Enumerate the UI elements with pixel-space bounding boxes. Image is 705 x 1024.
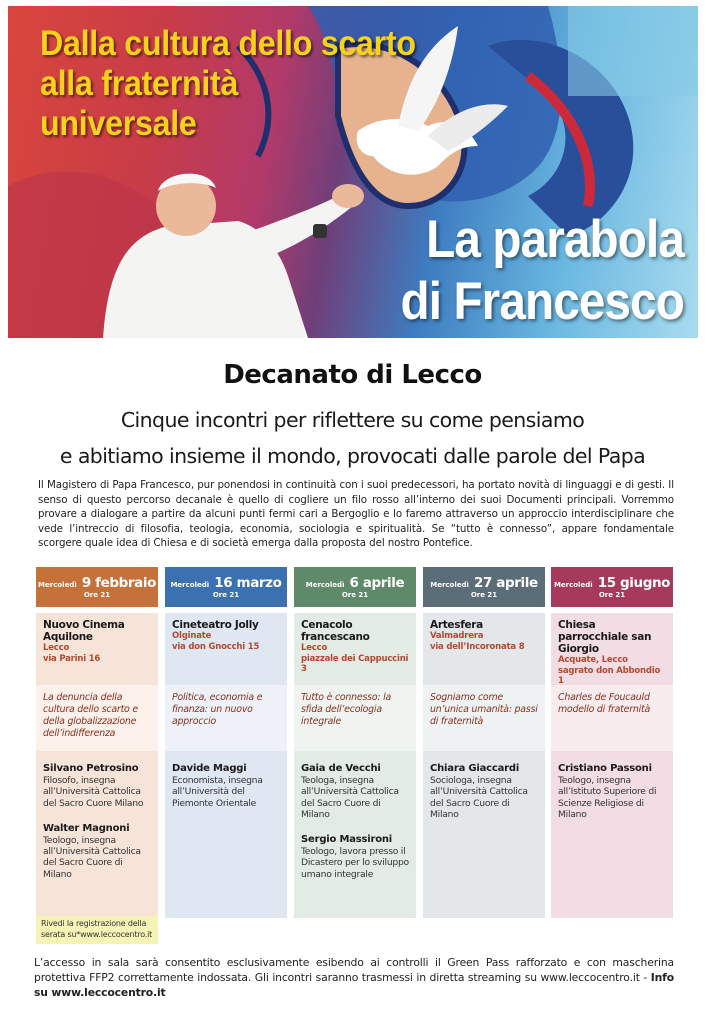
tagline-line: Cinque incontri per riflettere su come pensiamo bbox=[120, 408, 585, 432]
venue-address: piazzale dei Cappuccini 3 bbox=[301, 653, 409, 674]
footer-notice bbox=[34, 955, 674, 1000]
event-hour: Ore 21 bbox=[470, 591, 498, 599]
venue-city: Olginate bbox=[172, 631, 212, 641]
hero-title-line: universale bbox=[40, 104, 197, 143]
event-date: 16 marzo bbox=[214, 575, 282, 591]
event-venue bbox=[36, 613, 158, 685]
event-hour: Ore 21 bbox=[341, 591, 369, 599]
event-date-header bbox=[165, 567, 287, 607]
venue-city: Valmadrera bbox=[430, 631, 484, 641]
recording-note: Rivedi la registrazione della serata su*www.leccocentro.it bbox=[36, 916, 158, 944]
event-column bbox=[551, 567, 673, 918]
event-day-label: Mercoledì bbox=[38, 581, 77, 589]
event-topic: Politica, economia e finanza: un nuovo approccio bbox=[165, 685, 287, 751]
speaker-role: Sociologa, insegna all’Università Cattolica del Sacro Cuore di Milano bbox=[430, 775, 528, 820]
event-date-header bbox=[551, 567, 673, 607]
hero-title bbox=[40, 24, 518, 144]
event-hour: Ore 21 bbox=[212, 591, 240, 599]
hero-subtitle bbox=[401, 209, 684, 333]
speaker-role: Economista, insegna all’Università del Piemonte Orientale bbox=[172, 775, 263, 809]
event-column bbox=[423, 567, 545, 918]
speaker-role: Filosofo, insegna all’Università Cattolica del Sacro Cuore Milano bbox=[43, 775, 144, 809]
event-venue bbox=[551, 613, 673, 685]
event-date: 27 aprile bbox=[474, 575, 538, 591]
hero-title-line: Dalla cultura dello scarto bbox=[40, 24, 416, 63]
hero-subtitle-line: La parabola bbox=[426, 210, 684, 269]
event-day-label: Mercoledì bbox=[170, 581, 210, 589]
event-date: 6 aprile bbox=[349, 575, 405, 591]
event-venue bbox=[423, 613, 545, 685]
speaker-name: Silvano Petrosino bbox=[43, 763, 139, 774]
event-date-header bbox=[36, 567, 158, 607]
venue-name: Cineteatro Jolly bbox=[172, 619, 259, 631]
event-speakers bbox=[551, 751, 673, 918]
tagline bbox=[0, 402, 705, 474]
footer-text: L’accesso in sala sarà consentito esclusivamente esibendo ai controlli il Green Pass rafforzato e con mascherina protettiva FFP2 correttamente indossata. Gli incontri saranno trasmessi in diretta streaming su www.leccocentro.it - bbox=[34, 956, 674, 984]
event-date-header bbox=[294, 567, 416, 607]
event-day-label: Mercoledì bbox=[430, 581, 469, 589]
hero-subtitle-line: di Francesco bbox=[400, 272, 684, 331]
venue-city: Lecco bbox=[301, 643, 328, 653]
venue-address: via dell’Incoronata 8 bbox=[430, 641, 525, 652]
event-speakers bbox=[36, 751, 158, 918]
venue-name: Nuovo Cinema Aquilone bbox=[43, 619, 125, 643]
speaker-name: Gaia de Vecchi bbox=[301, 763, 381, 774]
speaker-role: Teologo, insegna all’Istituto Superiore di Scienze Religiose di Milano bbox=[558, 775, 657, 820]
event-hour: Ore 21 bbox=[598, 591, 626, 599]
speaker-role: Teologo, lavora presso il Dicastero per lo sviluppo umano integrale bbox=[301, 846, 409, 880]
event-date-header bbox=[423, 567, 545, 607]
event-column bbox=[294, 567, 416, 918]
page-heading: Decanato di Lecco bbox=[223, 360, 482, 390]
event-topic: Tutto è connesso: la sfida dell’ecologia integrale bbox=[294, 685, 416, 751]
venue-address: via Parini 16 bbox=[43, 653, 101, 664]
event-hour: Ore 21 bbox=[83, 591, 111, 599]
event-topic: Sogniamo come un’unica umanità: passi di fraternità bbox=[423, 685, 545, 751]
tagline-line: e abitiamo insieme il mondo, provocati dalle parole del Papa bbox=[59, 444, 646, 468]
footer-info-link[interactable]: Info su www.leccocentro.it bbox=[34, 971, 674, 999]
event-topic: La denuncia della cultura dello scarto e della globalizzazione dell’indifferenza bbox=[36, 685, 158, 751]
speaker-name: Cristiano Passoni bbox=[558, 763, 652, 774]
event-date: 15 giugno bbox=[597, 575, 671, 591]
speaker-name: Chiara Giaccardi bbox=[430, 763, 520, 774]
intro-paragraph: Il Magistero di Papa Francesco, pur ponendosi in continuità con i suoi predecessori, ha portato novità di linguaggi e di gesti. Il senso di questo percorso decanale è quello di cogliere un filo rosso all’interno dei suoi Documenti principali. Vorremmo provare a dialogare a partire da alcuni punti fermi cari a Bergoglio e lo faremo attraverso un approccio interdisciplinare che vede l’intreccio di filosofia, teologia, economia, sociologia e spiritualità. Se “tutto è connesso”, appare fondamentale scorgere quale idea di Chiesa e di società emerga dalla proposta del nostro Pontefice. bbox=[38, 479, 674, 550]
venue-city: Lecco bbox=[43, 643, 70, 653]
venue-name: Cenacolo francescano bbox=[301, 619, 370, 643]
speaker-role: Teologo, insegna all’Università Cattolica del Sacro Cuore di Milano bbox=[43, 834, 141, 880]
event-speakers bbox=[294, 751, 416, 918]
hero-title-line: alla fraternità bbox=[40, 64, 239, 103]
speaker-name: Walter Magnoni bbox=[43, 822, 130, 834]
event-speakers bbox=[165, 751, 287, 918]
venue-name: Chiesa parrocchiale san Giorgio bbox=[558, 619, 652, 655]
event-date: 9 febbraio bbox=[81, 575, 156, 591]
speaker-role: Teologa, insegna all’Università Cattolica del Sacro Cuore di Milano bbox=[301, 775, 399, 820]
event-day-label: Mercoledì bbox=[553, 581, 593, 589]
event-venue bbox=[165, 613, 287, 685]
event-column bbox=[36, 567, 158, 918]
venue-address: sagrato don Abbondio 1 bbox=[558, 665, 661, 686]
speaker-name: Davide Maggi bbox=[172, 763, 247, 774]
event-day-label: Mercoledì bbox=[305, 581, 345, 589]
hero-banner bbox=[8, 6, 698, 338]
event-venue bbox=[294, 613, 416, 685]
event-topic: Charles de Foucauld modello di fraternità bbox=[551, 685, 673, 751]
event-column bbox=[165, 567, 287, 918]
venue-name: Artesfera bbox=[430, 619, 483, 631]
speaker-name: Sergio Massironi bbox=[301, 834, 393, 846]
venue-address: via don Gnocchi 15 bbox=[172, 641, 260, 652]
venue-city: Acquate, Lecco bbox=[558, 655, 628, 665]
event-speakers bbox=[423, 751, 545, 918]
